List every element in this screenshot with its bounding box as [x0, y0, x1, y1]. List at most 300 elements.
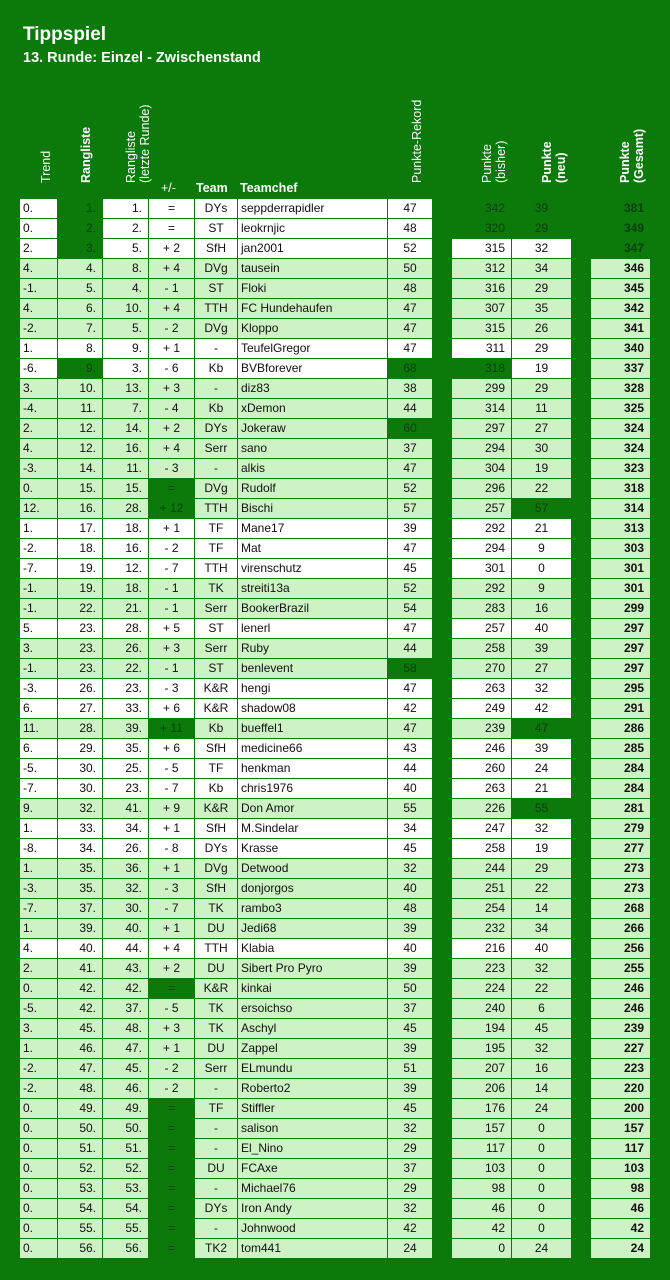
cell-rekord: 57 [388, 499, 432, 518]
cell-chef: BVBforever [238, 359, 387, 378]
cell-bisher: 98 [452, 1179, 511, 1198]
cell-letzte: 48. [103, 1019, 148, 1038]
cell-chef: lenerl [238, 619, 387, 638]
cell-pm: - 2 [149, 1079, 194, 1098]
cell-rang: 28. [58, 719, 102, 738]
cell-letzte: 40. [103, 919, 148, 938]
cell-letzte: 2. [103, 219, 148, 238]
table-row [20, 939, 650, 959]
cell-team: K&R [195, 679, 237, 698]
column-gap [432, 579, 452, 599]
header-trend: Trend [39, 150, 53, 183]
cell-rang: 55. [58, 1219, 102, 1238]
cell-neu: 22 [512, 879, 571, 898]
cell-rang: 6. [58, 299, 102, 318]
cell-pm: + 6 [149, 739, 194, 758]
cell-rekord: 42 [388, 699, 432, 718]
cell-rang: 32. [58, 799, 102, 818]
cell-rekord: 47 [388, 459, 432, 478]
cell-pm: = [149, 979, 194, 998]
cell-team: DVg [195, 319, 237, 338]
cell-neu: 0 [512, 559, 571, 578]
cell-team: TF [195, 1099, 237, 1118]
cell-pm: - 1 [149, 579, 194, 598]
table-row [20, 259, 650, 279]
cell-gesamt: 273 [591, 879, 650, 898]
table-row [20, 919, 650, 939]
cell-gesamt: 24 [591, 1239, 650, 1258]
cell-gesamt: 295 [591, 679, 650, 698]
cell-pm: - 7 [149, 559, 194, 578]
cell-trend: 1. [20, 819, 57, 838]
cell-team: DU [195, 919, 237, 938]
cell-chef: rambo3 [238, 899, 387, 918]
cell-chef: salison [238, 1119, 387, 1138]
cell-chef: Stiffler [238, 1099, 387, 1118]
cell-trend: -1. [20, 579, 57, 598]
cell-bisher: 297 [452, 419, 511, 438]
cell-bisher: 216 [452, 939, 511, 958]
cell-chef: Roberto2 [238, 1079, 387, 1098]
column-gap [432, 219, 452, 239]
cell-gesamt: 200 [591, 1099, 650, 1118]
cell-trend: -5. [20, 999, 57, 1018]
table-row [20, 359, 650, 379]
column-gap [571, 1179, 591, 1199]
cell-neu: 39 [512, 739, 571, 758]
table-row [20, 559, 650, 579]
column-gap [432, 559, 452, 579]
cell-bisher: 103 [452, 1159, 511, 1178]
cell-gesamt: 342 [591, 299, 650, 318]
column-gap [432, 1039, 452, 1059]
cell-letzte: 47. [103, 1039, 148, 1058]
header-plus-minus: +/- [161, 181, 176, 195]
cell-rang: 54. [58, 1199, 102, 1218]
cell-rang: 12. [58, 439, 102, 458]
cell-letzte: 1. [103, 199, 148, 218]
cell-gesamt: 277 [591, 839, 650, 858]
cell-rang: 23. [58, 639, 102, 658]
cell-chef: kinkai [238, 979, 387, 998]
column-gap [432, 1179, 452, 1199]
cell-gesamt: 246 [591, 999, 650, 1018]
cell-trend: 0. [20, 1199, 57, 1218]
cell-trend: 0. [20, 979, 57, 998]
cell-rekord: 47 [388, 319, 432, 338]
cell-chef: Johnwood [238, 1219, 387, 1238]
column-gap [571, 499, 591, 519]
cell-rekord: 24 [388, 1239, 432, 1258]
cell-gesamt: 340 [591, 339, 650, 358]
cell-trend: 1. [20, 859, 57, 878]
cell-trend: -2. [20, 1059, 57, 1078]
column-gap [571, 1139, 591, 1159]
table-row [20, 1119, 650, 1139]
cell-trend: -3. [20, 679, 57, 698]
column-gap [432, 199, 452, 219]
cell-neu: 22 [512, 979, 571, 998]
table-row [20, 999, 650, 1019]
column-gap [571, 219, 591, 239]
column-gap [432, 239, 452, 259]
cell-gesamt: 42 [591, 1219, 650, 1238]
cell-chef: hengi [238, 679, 387, 698]
cell-rang: 23. [58, 619, 102, 638]
cell-chef: streiti13a [238, 579, 387, 598]
cell-rekord: 48 [388, 279, 432, 298]
cell-trend: 1. [20, 339, 57, 358]
column-gap [571, 299, 591, 319]
cell-rekord: 47 [388, 539, 432, 558]
cell-chef: Sibert Pro Pyro [238, 959, 387, 978]
cell-rekord: 43 [388, 739, 432, 758]
cell-pm: - 5 [149, 999, 194, 1018]
column-gap [432, 859, 452, 879]
column-gap [432, 379, 452, 399]
cell-trend: 11. [20, 719, 57, 738]
cell-rang: 7. [58, 319, 102, 338]
column-gap [571, 1239, 591, 1259]
cell-trend: 12. [20, 499, 57, 518]
cell-neu: 0 [512, 1139, 571, 1158]
column-gap [432, 839, 452, 859]
cell-team: TTH [195, 939, 237, 958]
column-gap [432, 499, 452, 519]
column-gap [571, 619, 591, 639]
cell-trend: 6. [20, 739, 57, 758]
cell-bisher: 246 [452, 739, 511, 758]
cell-team: - [195, 1219, 237, 1238]
cell-pm: + 5 [149, 619, 194, 638]
table-row [20, 759, 650, 779]
cell-trend: 4. [20, 259, 57, 278]
table-row [20, 579, 650, 599]
cell-gesamt: 313 [591, 519, 650, 538]
cell-bisher: 239 [452, 719, 511, 738]
cell-bisher: 315 [452, 319, 511, 338]
table-row [20, 339, 650, 359]
cell-neu: 19 [512, 459, 571, 478]
column-gap [432, 1239, 452, 1259]
cell-rang: 15. [58, 479, 102, 498]
cell-team: Kb [195, 399, 237, 418]
cell-pm: - 6 [149, 359, 194, 378]
cell-team: Serr [195, 1059, 237, 1078]
cell-chef: Jedi68 [238, 919, 387, 938]
cell-bisher: 318 [452, 359, 511, 378]
cell-rang: 46. [58, 1039, 102, 1058]
cell-rekord: 32 [388, 859, 432, 878]
cell-neu: 9 [512, 539, 571, 558]
header-teamchef: Teamchef [240, 181, 298, 195]
cell-rekord: 45 [388, 1019, 432, 1038]
column-gap [571, 799, 591, 819]
cell-trend: 1. [20, 1039, 57, 1058]
column-gap [432, 799, 452, 819]
column-gap [432, 739, 452, 759]
cell-pm: = [149, 1199, 194, 1218]
cell-gesamt: 291 [591, 699, 650, 718]
cell-gesamt: 301 [591, 559, 650, 578]
cell-team: TK [195, 1019, 237, 1038]
cell-pm: + 1 [149, 519, 194, 538]
cell-trend: 0. [20, 199, 57, 218]
cell-team: - [195, 339, 237, 358]
cell-trend: 9. [20, 799, 57, 818]
cell-letzte: 42. [103, 979, 148, 998]
cell-neu: 29 [512, 379, 571, 398]
table-row [20, 699, 650, 719]
table-row [20, 539, 650, 559]
cell-rang: 42. [58, 999, 102, 1018]
cell-neu: 45 [512, 1019, 571, 1038]
cell-letzte: 44. [103, 939, 148, 958]
cell-rekord: 39 [388, 519, 432, 538]
cell-chef: benlevent [238, 659, 387, 678]
cell-team: - [195, 1079, 237, 1098]
cell-letzte: 56. [103, 1239, 148, 1258]
cell-neu: 27 [512, 419, 571, 438]
cell-trend: 3. [20, 1019, 57, 1038]
cell-pm: = [149, 219, 194, 238]
cell-letzte: 22. [103, 659, 148, 678]
cell-bisher: 42 [452, 1219, 511, 1238]
cell-neu: 32 [512, 239, 571, 258]
cell-trend: -6. [20, 359, 57, 378]
cell-bisher: 315 [452, 239, 511, 258]
cell-rekord: 54 [388, 599, 432, 618]
column-gap [571, 1079, 591, 1099]
column-gap [432, 419, 452, 439]
cell-team: - [195, 1119, 237, 1138]
cell-trend: 0. [20, 1219, 57, 1238]
cell-pm: - 3 [149, 879, 194, 898]
cell-bisher: 299 [452, 379, 511, 398]
cell-neu: 6 [512, 999, 571, 1018]
cell-gesamt: 157 [591, 1119, 650, 1138]
cell-team: Serr [195, 599, 237, 618]
cell-rekord: 45 [388, 559, 432, 578]
cell-gesamt: 347 [591, 239, 650, 258]
cell-rekord: 47 [388, 719, 432, 738]
cell-chef: Aschyl [238, 1019, 387, 1038]
cell-chef: chris1976 [238, 779, 387, 798]
column-gap [432, 519, 452, 539]
cell-rekord: 37 [388, 1159, 432, 1178]
cell-letzte: 5. [103, 319, 148, 338]
cell-chef: virenschutz [238, 559, 387, 578]
cell-rekord: 32 [388, 1119, 432, 1138]
table-row [20, 779, 650, 799]
cell-gesamt: 103 [591, 1159, 650, 1178]
cell-trend: -3. [20, 459, 57, 478]
cell-chef: diz83 [238, 379, 387, 398]
cell-neu: 29 [512, 279, 571, 298]
table-row [20, 719, 650, 739]
cell-neu: 22 [512, 479, 571, 498]
cell-trend: 3. [20, 379, 57, 398]
cell-rekord: 52 [388, 479, 432, 498]
cell-pm: = [149, 1119, 194, 1138]
column-gap [571, 819, 591, 839]
cell-neu: 24 [512, 1239, 571, 1258]
cell-neu: 16 [512, 1059, 571, 1078]
cell-bisher: 270 [452, 659, 511, 678]
cell-gesamt: 284 [591, 759, 650, 778]
column-gap [432, 299, 452, 319]
column-gap [432, 659, 452, 679]
cell-pm: + 4 [149, 939, 194, 958]
cell-letzte: 3. [103, 359, 148, 378]
cell-pm: = [149, 1139, 194, 1158]
column-gap [432, 1099, 452, 1119]
cell-letzte: 34. [103, 819, 148, 838]
column-gap [571, 339, 591, 359]
column-gap [432, 879, 452, 899]
cell-letzte: 55. [103, 1219, 148, 1238]
cell-bisher: 314 [452, 399, 511, 418]
cell-pm: - 3 [149, 679, 194, 698]
column-gap [432, 359, 452, 379]
column-gap [432, 539, 452, 559]
cell-neu: 40 [512, 619, 571, 638]
cell-bisher: 320 [452, 219, 511, 238]
cell-team: ST [195, 279, 237, 298]
cell-team: K&R [195, 979, 237, 998]
cell-neu: 39 [512, 639, 571, 658]
column-gap [432, 439, 452, 459]
cell-rekord: 47 [388, 339, 432, 358]
cell-gesamt: 266 [591, 919, 650, 938]
cell-bisher: 257 [452, 499, 511, 518]
column-gap [571, 1039, 591, 1059]
cell-rang: 48. [58, 1079, 102, 1098]
column-gap [571, 539, 591, 559]
table-row [20, 1059, 650, 1079]
column-gap [571, 939, 591, 959]
table-row [20, 479, 650, 499]
column-gap [571, 719, 591, 739]
cell-bisher: 224 [452, 979, 511, 998]
cell-chef: Jokeraw [238, 419, 387, 438]
cell-neu: 24 [512, 1099, 571, 1118]
cell-gesamt: 46 [591, 1199, 650, 1218]
cell-chef: Detwood [238, 859, 387, 878]
cell-gesamt: 297 [591, 659, 650, 678]
cell-trend: -4. [20, 399, 57, 418]
cell-letzte: 16. [103, 439, 148, 458]
cell-team: - [195, 459, 237, 478]
table-row [20, 839, 650, 859]
cell-trend: 0. [20, 1179, 57, 1198]
cell-chef: henkman [238, 759, 387, 778]
cell-letzte: 39. [103, 719, 148, 738]
cell-pm: + 4 [149, 299, 194, 318]
cell-bisher: 240 [452, 999, 511, 1018]
column-gap [571, 279, 591, 299]
table-row [20, 979, 650, 999]
table-row [20, 879, 650, 899]
cell-trend: -7. [20, 559, 57, 578]
cell-bisher: 117 [452, 1139, 511, 1158]
column-gap [571, 439, 591, 459]
cell-letzte: 33. [103, 699, 148, 718]
column-gap [432, 339, 452, 359]
cell-neu: 11 [512, 399, 571, 418]
cell-neu: 0 [512, 1199, 571, 1218]
cell-rekord: 45 [388, 1099, 432, 1118]
cell-chef: Ruby [238, 639, 387, 658]
cell-rekord: 39 [388, 919, 432, 938]
column-gap [571, 839, 591, 859]
table-row [20, 1179, 650, 1199]
cell-neu: 16 [512, 599, 571, 618]
cell-neu: 47 [512, 719, 571, 738]
cell-bisher: 207 [452, 1059, 511, 1078]
cell-pm: + 6 [149, 699, 194, 718]
cell-bisher: 260 [452, 759, 511, 778]
cell-letzte: 23. [103, 779, 148, 798]
table-row [20, 899, 650, 919]
table-row [20, 459, 650, 479]
cell-chef: Michael76 [238, 1179, 387, 1198]
column-gap [571, 399, 591, 419]
cell-letzte: 28. [103, 619, 148, 638]
cell-rekord: 68 [388, 359, 432, 378]
cell-neu: 40 [512, 939, 571, 958]
cell-bisher: 157 [452, 1119, 511, 1138]
column-gap [571, 1059, 591, 1079]
cell-team: TTH [195, 499, 237, 518]
cell-trend: 6. [20, 699, 57, 718]
cell-gesamt: 325 [591, 399, 650, 418]
cell-trend: 0. [20, 479, 57, 498]
cell-rang: 39. [58, 919, 102, 938]
cell-rekord: 44 [388, 399, 432, 418]
cell-rekord: 39 [388, 1079, 432, 1098]
column-gap [432, 1139, 452, 1159]
table-row [20, 499, 650, 519]
cell-rekord: 60 [388, 419, 432, 438]
cell-team: Kb [195, 779, 237, 798]
table-row [20, 1079, 650, 1099]
cell-team: DU [195, 959, 237, 978]
cell-rekord: 40 [388, 939, 432, 958]
cell-team: DYs [195, 199, 237, 218]
table-row [20, 319, 650, 339]
cell-neu: 32 [512, 959, 571, 978]
cell-chef: bueffel1 [238, 719, 387, 738]
column-gap [571, 559, 591, 579]
cell-chef: Floki [238, 279, 387, 298]
cell-trend: -1. [20, 659, 57, 678]
cell-trend: 0. [20, 1099, 57, 1118]
cell-pm: - 4 [149, 399, 194, 418]
cell-rang: 29. [58, 739, 102, 758]
cell-rekord: 38 [388, 379, 432, 398]
cell-gesamt: 328 [591, 379, 650, 398]
cell-team: Kb [195, 719, 237, 738]
column-gap [432, 479, 452, 499]
cell-letzte: 52. [103, 1159, 148, 1178]
cell-pm: - 3 [149, 459, 194, 478]
cell-neu: 35 [512, 299, 571, 318]
cell-trend: -2. [20, 539, 57, 558]
cell-team: DYs [195, 1199, 237, 1218]
cell-gesamt: 227 [591, 1039, 650, 1058]
column-gap [571, 259, 591, 279]
